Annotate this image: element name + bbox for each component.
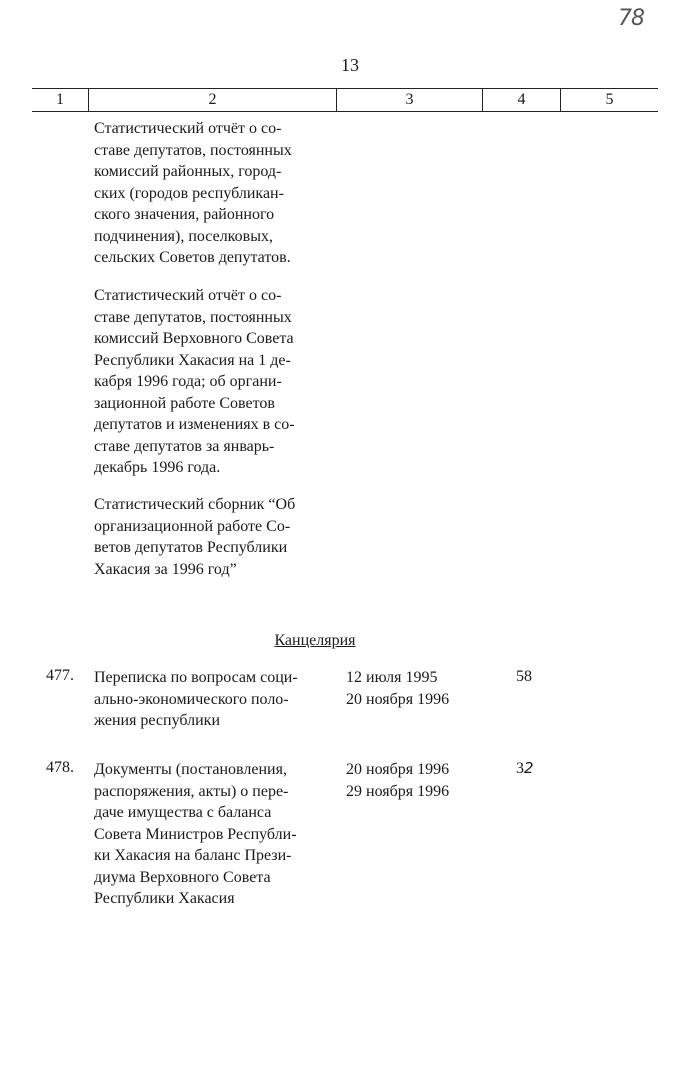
entry-title [94,759,344,910]
sheet-count [516,759,534,778]
entry-dates [346,759,449,802]
text-line: ских (городов республикан- [94,184,284,202]
sheet-count [516,667,532,686]
section-heading: Канцелярия [274,632,356,649]
text-line: распоряжения, акты) о пере- [94,782,289,800]
text-line: ставе депутатов за январь- [94,437,275,455]
text-line: организационной работе Со- [94,517,291,535]
text-line: комиссий районных, город- [94,163,282,180]
column-header-2: 2 [88,89,336,111]
continuation-paragraph [94,494,344,580]
text-line: ставе депутатов, постоянных [94,141,292,159]
column-header-5: 5 [560,89,658,111]
text-line: даче имущества с баланса [94,804,272,821]
sheet-count-value: 58 [516,668,532,685]
column-header-4: 4 [482,89,560,111]
text-line: Статистический отчёт о со- [94,120,282,137]
text-line: Переписка по вопросам соци- [94,669,298,686]
text-line: Статистический сборник “Об [94,496,296,513]
text-line: депутатов и изменениях в со- [94,416,295,433]
text-line: ставе депутатов, постоянных [94,308,292,326]
handwritten-folio-number: 78 [618,6,644,31]
text-line: зационной работе Советов [94,394,275,412]
text-line: Республики Хакасия на 1 де- [94,351,291,369]
entry-title [94,667,344,732]
start-date: 20 ноября 1996 [346,761,450,778]
text-line: Совета Министров Республи- [94,825,297,843]
text-line: декабрь 1996 года. [94,459,221,476]
text-line: ально-экономического поло- [94,690,289,708]
continuation-paragraph [94,285,344,479]
text-line: ветов депутатов Республики [94,539,288,556]
entry-number: 478. [46,759,74,776]
text-line: Хакасия за 1996 год” [94,560,237,578]
end-date: 20 ноября 1996 [346,690,450,708]
entry-dates [346,667,449,710]
continuation-paragraph [94,118,344,269]
handwritten-correction: 2 [524,759,534,777]
text-line: сельских Советов депутатов. [94,249,291,266]
sheet-count-value: 3 [516,760,524,777]
text-line: ки Хакасия на баланс Прези- [94,847,292,864]
text-line: жения республики [94,712,221,729]
start-date: 12 июля 1995 [346,669,438,686]
column-header-row [32,88,658,112]
text-line: подчинения), поселковых, [94,227,273,245]
text-line: Документы (постановления, [94,761,287,778]
text-line: Статистический отчёт о со- [94,287,282,304]
end-date: 29 ноября 1996 [346,782,450,800]
page-number: 13 [341,55,359,75]
text-line: диума Верховного Совета [94,868,271,886]
column-header-1: 1 [56,91,64,108]
text-line: кабря 1996 года; об органи- [94,373,282,390]
column-header-3: 3 [336,89,482,111]
text-line: комиссий Верховного Совета [94,330,294,347]
entry-number: 477. [46,667,74,684]
text-line: ского значения, районного [94,206,275,223]
text-line: Республики Хакасия [94,890,235,907]
